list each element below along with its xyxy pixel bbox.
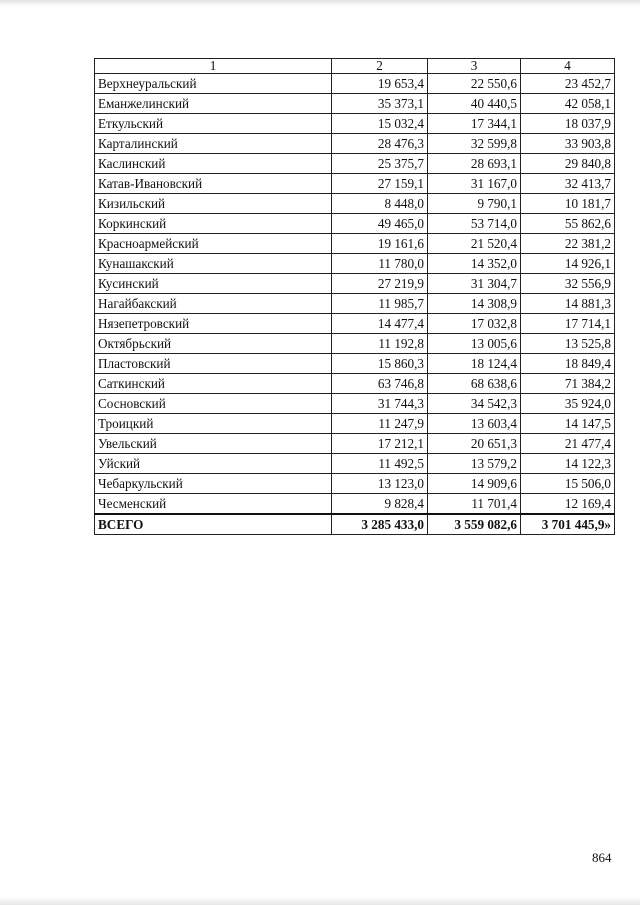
district-name: Октябрьский (95, 334, 332, 354)
value-col-4: 17 714,1 (521, 314, 615, 334)
table-row (95, 294, 615, 314)
value-col-3: 13 579,2 (428, 454, 521, 474)
value-col-2: 27 159,1 (332, 174, 428, 194)
table-row (95, 274, 615, 294)
district-name: Троицкий (95, 414, 332, 434)
value-col-4: 18 849,4 (521, 354, 615, 374)
value-col-3: 34 542,3 (428, 394, 521, 414)
district-name: Уйский (95, 454, 332, 474)
value-col-3: 13 603,4 (428, 414, 521, 434)
value-col-4: 14 881,3 (521, 294, 615, 314)
table-row (95, 214, 615, 234)
value-col-3: 53 714,0 (428, 214, 521, 234)
column-header-3: 3 (428, 59, 521, 74)
district-name: Верхнеуральский (95, 74, 332, 94)
table-row (95, 74, 615, 94)
value-col-2: 31 744,3 (332, 394, 428, 414)
district-data-table (94, 58, 615, 535)
value-col-4: 55 862,6 (521, 214, 615, 234)
value-col-2: 15 860,3 (332, 354, 428, 374)
value-col-2: 35 373,1 (332, 94, 428, 114)
value-col-2: 9 828,4 (332, 494, 428, 515)
table-row (95, 494, 615, 515)
table-body (95, 74, 615, 515)
table-row (95, 194, 615, 214)
district-name: Сосновский (95, 394, 332, 414)
value-col-3: 31 167,0 (428, 174, 521, 194)
value-col-3: 22 550,6 (428, 74, 521, 94)
table-row (95, 234, 615, 254)
value-col-2: 11 985,7 (332, 294, 428, 314)
table-row (95, 154, 615, 174)
scan-top-edge (0, 0, 640, 6)
value-col-2: 19 161,6 (332, 234, 428, 254)
value-col-3: 14 352,0 (428, 254, 521, 274)
value-col-4: 42 058,1 (521, 94, 615, 114)
value-col-4: 14 926,1 (521, 254, 615, 274)
column-header-2: 2 (332, 59, 428, 74)
total-value-3: 3 559 082,6 (428, 514, 521, 535)
table-row (95, 254, 615, 274)
value-col-2: 15 032,4 (332, 114, 428, 134)
district-name: Пластовский (95, 354, 332, 374)
table-row (95, 94, 615, 114)
value-col-2: 13 123,0 (332, 474, 428, 494)
value-col-3: 21 520,4 (428, 234, 521, 254)
value-col-3: 28 693,1 (428, 154, 521, 174)
value-col-4: 29 840,8 (521, 154, 615, 174)
total-value-4: 3 701 445,9» (521, 514, 615, 535)
district-name: Еманжелинский (95, 94, 332, 114)
column-header-1: 1 (95, 59, 332, 74)
district-name: Нязепетровский (95, 314, 332, 334)
district-name: Красноармейский (95, 234, 332, 254)
value-col-2: 27 219,9 (332, 274, 428, 294)
value-col-2: 11 192,8 (332, 334, 428, 354)
value-col-4: 14 147,5 (521, 414, 615, 434)
value-col-2: 19 653,4 (332, 74, 428, 94)
district-name: Каслинский (95, 154, 332, 174)
table-row (95, 474, 615, 494)
district-name: Чебаркульский (95, 474, 332, 494)
value-col-3: 20 651,3 (428, 434, 521, 454)
value-col-3: 11 701,4 (428, 494, 521, 515)
district-name: Еткульский (95, 114, 332, 134)
value-col-2: 63 746,8 (332, 374, 428, 394)
district-name: Кунашакский (95, 254, 332, 274)
value-col-4: 71 384,2 (521, 374, 615, 394)
total-label: ВСЕГО (95, 514, 332, 535)
table-row (95, 134, 615, 154)
district-name: Нагайбакский (95, 294, 332, 314)
total-value-2: 3 285 433,0 (332, 514, 428, 535)
table-row (95, 314, 615, 334)
value-col-4: 10 181,7 (521, 194, 615, 214)
value-col-2: 25 375,7 (332, 154, 428, 174)
value-col-3: 18 124,4 (428, 354, 521, 374)
district-name: Карталинский (95, 134, 332, 154)
table-row (95, 434, 615, 454)
table-row (95, 174, 615, 194)
value-col-4: 32 413,7 (521, 174, 615, 194)
value-col-3: 40 440,5 (428, 94, 521, 114)
table-row (95, 374, 615, 394)
district-name: Саткинский (95, 374, 332, 394)
value-col-3: 17 032,8 (428, 314, 521, 334)
district-name: Чесменский (95, 494, 332, 515)
table-row (95, 394, 615, 414)
value-col-4: 35 924,0 (521, 394, 615, 414)
value-col-4: 13 525,8 (521, 334, 615, 354)
value-col-4: 14 122,3 (521, 454, 615, 474)
value-col-2: 11 780,0 (332, 254, 428, 274)
header-row (95, 59, 615, 74)
value-col-3: 31 304,7 (428, 274, 521, 294)
district-name: Кусинский (95, 274, 332, 294)
value-col-4: 22 381,2 (521, 234, 615, 254)
value-col-4: 32 556,9 (521, 274, 615, 294)
district-name: Кизильский (95, 194, 332, 214)
value-col-2: 17 212,1 (332, 434, 428, 454)
value-col-2: 28 476,3 (332, 134, 428, 154)
value-col-3: 17 344,1 (428, 114, 521, 134)
table-row (95, 334, 615, 354)
value-col-2: 14 477,4 (332, 314, 428, 334)
total-row (95, 514, 615, 535)
value-col-3: 13 005,6 (428, 334, 521, 354)
table-row (95, 114, 615, 134)
value-col-4: 12 169,4 (521, 494, 615, 515)
column-header-4: 4 (521, 59, 615, 74)
table-row (95, 354, 615, 374)
table-row (95, 454, 615, 474)
value-col-2: 11 492,5 (332, 454, 428, 474)
district-name: Катав-Ивановский (95, 174, 332, 194)
value-col-4: 18 037,9 (521, 114, 615, 134)
value-col-2: 11 247,9 (332, 414, 428, 434)
scan-bottom-edge (0, 897, 640, 905)
district-name: Увельский (95, 434, 332, 454)
value-col-3: 14 909,6 (428, 474, 521, 494)
page-number: 864 (592, 850, 612, 865)
value-col-2: 49 465,0 (332, 214, 428, 234)
value-col-4: 21 477,4 (521, 434, 615, 454)
value-col-3: 32 599,8 (428, 134, 521, 154)
value-col-4: 15 506,0 (521, 474, 615, 494)
value-col-2: 8 448,0 (332, 194, 428, 214)
table-row (95, 414, 615, 434)
value-col-4: 23 452,7 (521, 74, 615, 94)
value-col-3: 9 790,1 (428, 194, 521, 214)
value-col-4: 33 903,8 (521, 134, 615, 154)
district-name: Коркинский (95, 214, 332, 234)
value-col-3: 14 308,9 (428, 294, 521, 314)
value-col-3: 68 638,6 (428, 374, 521, 394)
